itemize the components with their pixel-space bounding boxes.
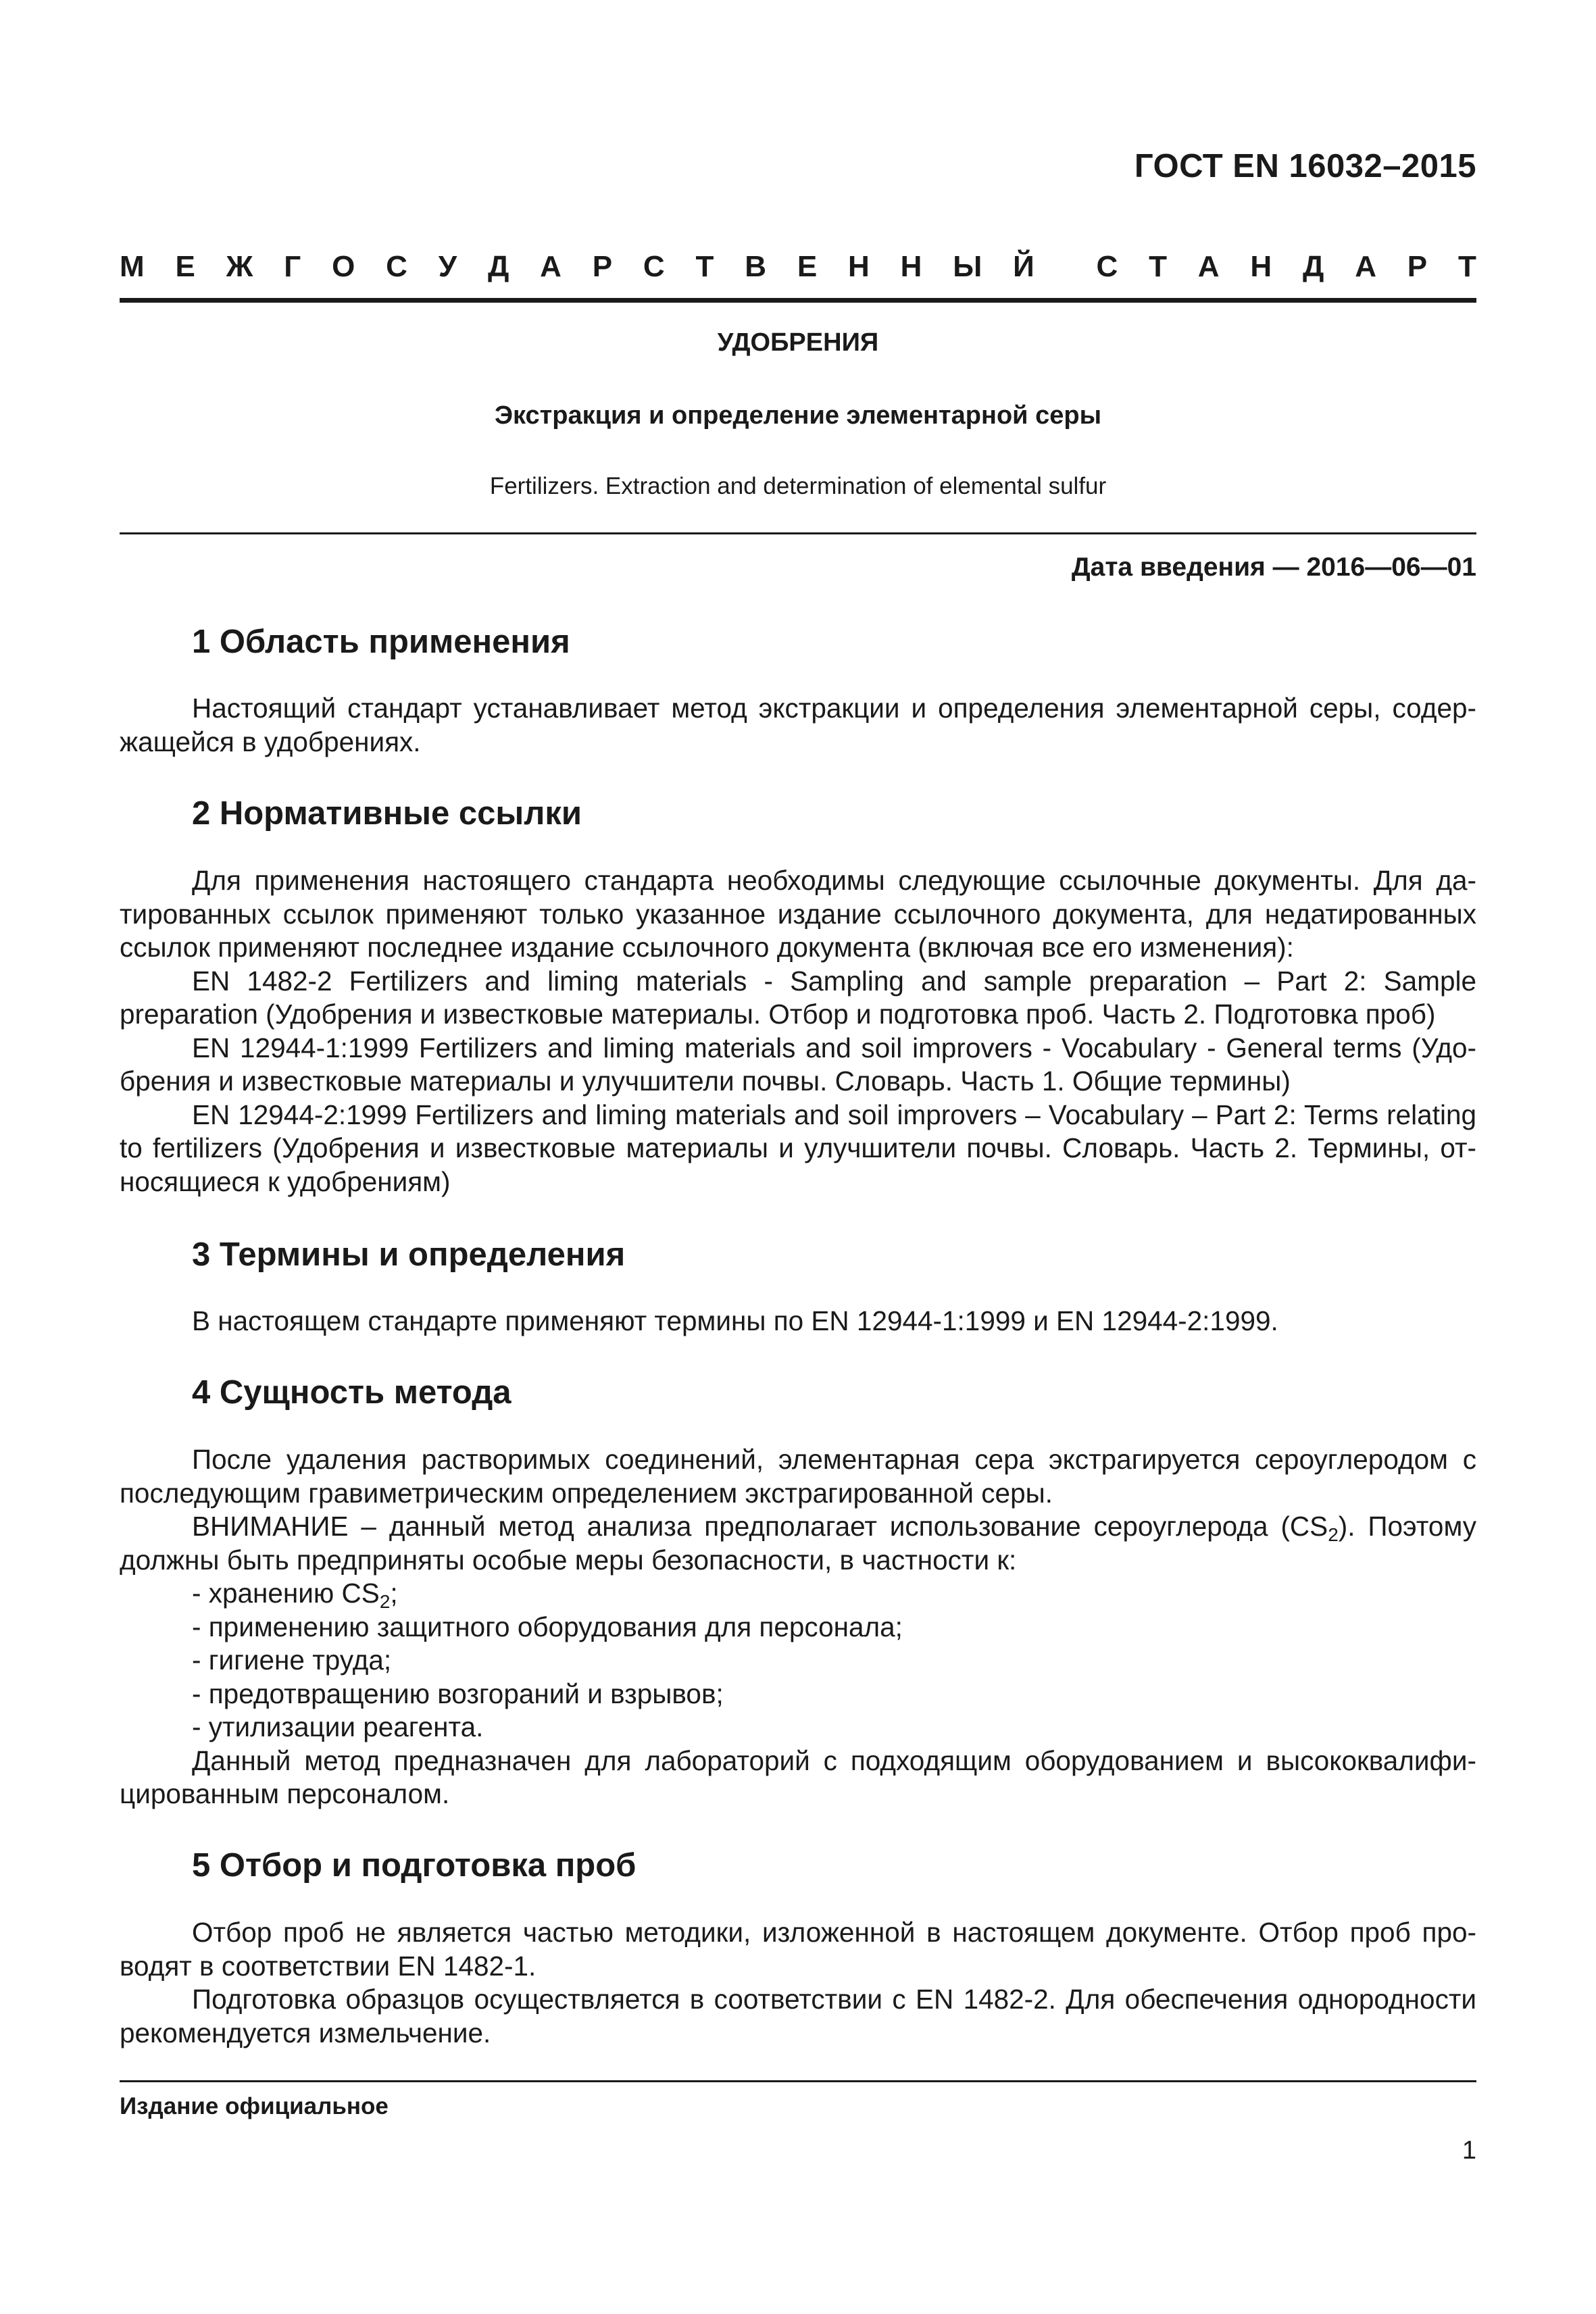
paragraph: В настоящем стандарте применяют термины по EN 12944-1:1999 и EN 12944-2:1999. [192, 1305, 1278, 1336]
banner-letter: Р [592, 250, 613, 283]
subscript: 2 [379, 1591, 391, 1612]
section-body-sampling [120, 1916, 1476, 2050]
banner-letter: Г [284, 250, 301, 283]
paragraph: Данный метод предназначен для лабораторий с подходящим оборудованием и высококвалифи- цированным персоналом. [120, 1744, 1476, 1809]
standard-type-banner [120, 250, 1476, 284]
banner-letter: Н [1250, 250, 1272, 283]
section-heading-method-principle: 4 Сущность метода [192, 1374, 512, 1411]
banner-letter: У [438, 250, 457, 283]
banner-letter: Ж [226, 250, 253, 283]
section-heading-sampling: 5 Отбор и подготовка проб [192, 1847, 637, 1884]
section-heading-normative-references: 2 Нормативные ссылки [192, 795, 582, 832]
footer-divider [120, 2080, 1476, 2082]
banner-letter: Т [695, 250, 714, 283]
banner-letter: Й [1013, 250, 1034, 283]
banner-letter: Т [1149, 250, 1167, 283]
banner-letter: Е [797, 250, 818, 283]
standard-number: ГОСТ EN 16032–2015 [1134, 148, 1476, 184]
banner-divider [120, 298, 1476, 303]
list-item: - предотвращению возгораний и взрывов; [192, 1678, 724, 1709]
warning-text-end: ). Поэтому должны быть предприняты особые меры безопасности, в частности к: [120, 1511, 1476, 1576]
banner-letter: В [745, 250, 767, 283]
section-body-scope [120, 692, 1476, 759]
section-heading-scope: 1 Область применения [192, 624, 570, 660]
section-body-normative-references [120, 864, 1476, 1199]
list-item: - применению защитного оборудования для персонала; [192, 1611, 903, 1642]
banner-letter: С [386, 250, 407, 283]
banner-letter: Е [175, 250, 195, 283]
banner-letter: А [1197, 250, 1220, 283]
section-body-terms [120, 1305, 1476, 1338]
document-subtitle: Экстракция и определение элементарной серы [494, 401, 1102, 430]
section-heading-terms: 3 Термины и определения [192, 1236, 626, 1273]
list-item: - гигиене труда; [192, 1644, 392, 1676]
banner-letter: Д [487, 250, 509, 283]
subscript: 2 [1328, 1524, 1339, 1545]
paragraph: Для применения настоящего стандарта необходимы следующие ссылочные документы. Для да- тированных ссылок применяют только указанное издание ссылочного документа, для недатированных ссылок применяют последнее издание ссылочного документа (включая все его изменения): [120, 865, 1476, 963]
title-divider [120, 532, 1476, 534]
banner-letter: Т [1457, 250, 1476, 283]
banner-letter: М [120, 250, 145, 283]
banner-letter: С [643, 250, 665, 283]
list-item-text-end: ; [390, 1578, 398, 1609]
list-item [120, 1577, 1476, 1611]
introduction-date: Дата введения — 2016—06—01 [1071, 553, 1476, 582]
banner-letter: А [1355, 250, 1376, 283]
banner-letter: Д [1303, 250, 1324, 283]
reference-item: EN 12944-2:1999 Fertilizers and liming materials and soil improvers – Vocabulary – Part 2: Terms relating to fertilizers (Удобрения и известковые материалы и улучшители почвы. Словарь. Часть 2. Термины, от- носящиеся к удобрениям) [120, 1099, 1476, 1197]
banner-letter: Р [1407, 250, 1428, 283]
section-body-method-principle [120, 1443, 1476, 1811]
reference-item: EN 12944-1:1999 Fertilizers and liming materials and soil improvers - Vocabulary - General terms (Удо- брения и известковые материалы и улучшители почвы. Словарь. Часть 1. Общие термины) [120, 1032, 1476, 1097]
banner-letter: А [540, 250, 562, 283]
document-title: УДОБРЕНИЯ [717, 328, 879, 357]
warning-text-start: ВНИМАНИЕ – данный метод анализа предполагает использование сероуглерода (CS [192, 1511, 1328, 1542]
paragraph: Отбор проб не является частью методики, изложенной в настоящем документе. Отбор проб про- водят в соответствии EN 1482-1. [120, 1917, 1476, 1982]
list-item: - утилизации реагента. [192, 1711, 484, 1742]
paragraph: После удаления растворимых соединений, элементарная сера экстрагируется сероуглеродом с последующим гравиметрическим определением экстрагированной серы. [120, 1444, 1476, 1509]
reference-item: EN 1482-2 Fertilizers and liming materials - Sampling and sample preparation – Part 2: Sample preparation (Удобрения и известковые материалы. Отбор и подготовка проб. Часть 2. Подготовка проб) [120, 965, 1476, 1030]
warning-paragraph [120, 1510, 1476, 1577]
official-edition-label: Издание официальное [120, 2093, 389, 2119]
document-title-english: Fertilizers. Extraction and determination of elemental sulfur [489, 473, 1107, 499]
page-number: 1 [1462, 2136, 1476, 2165]
banner-letter: Ы [953, 250, 982, 283]
list-item-text: - хранению CS [192, 1578, 380, 1609]
paragraph: Настоящий стандарт устанавливает метод экстракции и определения элементарной серы, содер- жащейся в удобрениях. [120, 693, 1476, 757]
banner-letter: О [332, 250, 355, 283]
banner-letter: С [1096, 250, 1118, 283]
banner-letter: Н [848, 250, 870, 283]
banner-letter: Н [900, 250, 922, 283]
paragraph: Подготовка образцов осуществляется в соответствии с EN 1482-2. Для обеспечения однородности рекомендуется измельчение. [120, 1984, 1476, 2048]
